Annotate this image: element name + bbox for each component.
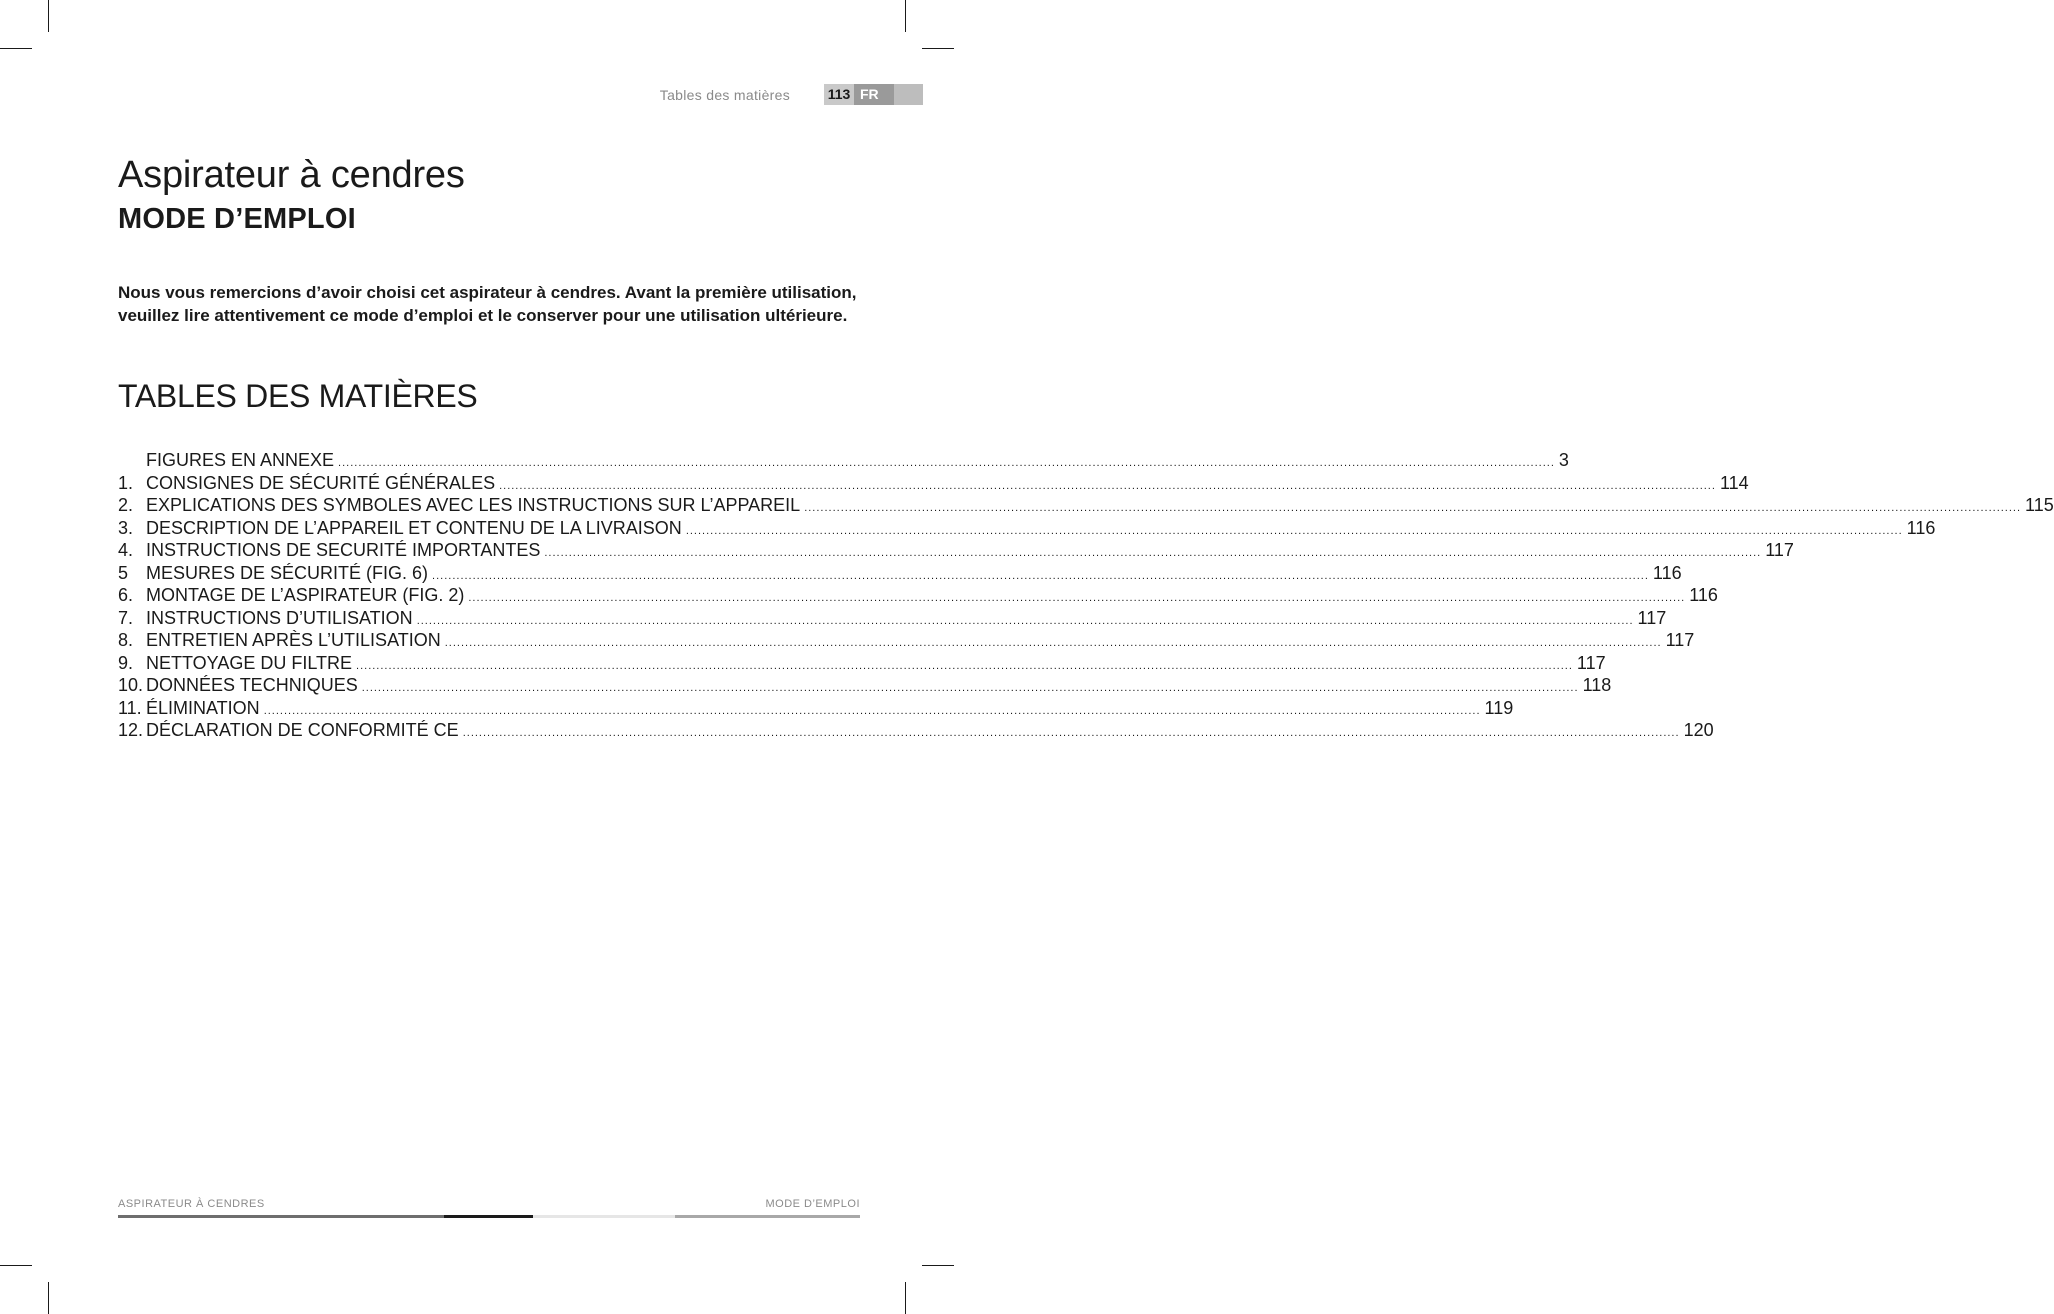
intro-paragraph: Nous vous remercions d’avoir choisi cet aspirateur à cendres. Avant la première utilisation, veuillez lire attentivement ce mode d’emploi et le conserver pour une utilisation ultérieure. [118, 283, 857, 325]
toc-entry-label: DONNÉES TECHNIQUES [146, 675, 358, 695]
document-title: Aspirateur à cendres [118, 154, 465, 196]
toc-entry-page: 116 [1652, 562, 1682, 583]
toc-leader: ............................................................................................................................................................................................................................................................................................................ [468, 592, 1686, 604]
toc-entry[interactable] [118, 675, 1612, 698]
toc-entry-page: 120 [1683, 720, 1714, 740]
toc-entry-label: MESURES DE SÉCURITÉ (FIG. 6) [146, 562, 429, 583]
toc-leader: ............................................................................................................................................................................................................................................................................................................ [499, 479, 1716, 492]
toc-entry-number: 6. [118, 585, 134, 605]
toc-entry-page: 119 [1484, 697, 1514, 718]
toc-leader: ............................................................................................................................................................................................................................................................................................................ [685, 524, 1903, 537]
toc-entry-number: 3. [118, 517, 134, 538]
toc-entry-number: 1. [118, 472, 134, 493]
toc-entry[interactable] [118, 630, 1695, 653]
footer-bar-segment [675, 1215, 860, 1218]
running-head [0, 86, 954, 106]
toc-entry-label: MONTAGE DE L’ASPIRATEUR (FIG. 2) [146, 585, 465, 605]
toc-entry[interactable] [118, 607, 1667, 631]
page-number: 113 [824, 84, 854, 105]
toc-entry-page: 117 [1665, 630, 1695, 650]
toc-leader: ............................................................................................................................................................................................................................................................................................................ [804, 502, 2022, 514]
toc-entry-number: 5 [118, 562, 129, 583]
toc-entry-number: 8. [118, 630, 134, 650]
toc-entry-page: 114 [1719, 472, 1749, 493]
toc-entry-number: 2. [118, 495, 134, 515]
page-footer [118, 1198, 860, 1212]
toc-entry-page: 115 [2025, 495, 2054, 515]
toc-heading: TABLES DES MATIÈRES [118, 378, 478, 414]
toc-leader: ............................................................................................................................................................................................................................................................................................................ [432, 569, 1649, 582]
toc-entry[interactable] [118, 472, 1749, 496]
toc-entry-label: INSTRUCTIONS DE SECURITÉ IMPORTANTES [146, 540, 541, 560]
toc-entry[interactable] [118, 652, 1606, 676]
table-of-contents [118, 450, 2054, 743]
footer-bar-segment [533, 1215, 675, 1218]
crop-mark [905, 0, 906, 32]
toc-entry-page: 3 [1558, 450, 1569, 470]
toc-entry-label: INSTRUCTIONS D’UTILISATION [146, 607, 413, 628]
toc-entry-page: 116 [1906, 517, 1936, 538]
toc-entry-label: DÉCLARATION DE CONFORMITÉ CE [146, 720, 459, 740]
toc-entry[interactable] [118, 450, 1569, 473]
crop-mark [48, 1282, 49, 1314]
toc-entry-label: DESCRIPTION DE L’APPAREIL ET CONTENU DE LA LIVRAISON [146, 517, 682, 538]
toc-entry-label: CONSIGNES DE SÉCURITÉ GÉNÉRALES [146, 472, 496, 493]
toc-leader: ............................................................................................................................................................................................................................................................................................................ [356, 659, 1573, 672]
toc-leader: ............................................................................................................................................................................................................................................................................................................ [444, 637, 1662, 649]
crop-mark [0, 1265, 32, 1266]
document-subtitle: MODE D’EMPLOI [118, 203, 356, 235]
toc-entry[interactable] [118, 720, 1714, 743]
toc-leader: ............................................................................................................................................................................................................................................................................................................ [416, 614, 1634, 627]
page-badge [824, 84, 923, 105]
toc-entry[interactable] [118, 562, 1682, 586]
crop-mark [0, 48, 32, 49]
footer-bar-segment [118, 1215, 444, 1218]
toc-leader: ............................................................................................................................................................................................................................................................................................................ [462, 727, 1680, 739]
crop-mark [48, 0, 49, 32]
toc-entry-page: 117 [1576, 652, 1606, 673]
toc-entry-number: 4. [118, 540, 134, 560]
toc-entry[interactable] [118, 697, 1514, 721]
toc-entry[interactable] [118, 517, 1936, 541]
toc-entry[interactable] [118, 585, 1718, 608]
toc-leader: ............................................................................................................................................................................................................................................................................................................ [544, 547, 1762, 559]
toc-entry-number: 9. [118, 652, 134, 673]
crop-mark [905, 1282, 906, 1314]
running-head-section: Tables des matières [659, 87, 790, 103]
toc-entry-page: 116 [1689, 585, 1718, 605]
toc-entry-number: 7. [118, 607, 134, 628]
footer-left-label: ASPIRATEUR À CENDRES [118, 1198, 265, 1210]
toc-entry-page: 117 [1765, 540, 1794, 560]
toc-entry-label: FIGURES EN ANNEXE [146, 450, 335, 470]
toc-entry-page: 118 [1582, 675, 1612, 695]
toc-entry-page: 117 [1637, 607, 1667, 628]
toc-leader: ............................................................................................................................................................................................................................................................................................................ [338, 457, 1555, 469]
toc-entry[interactable] [118, 495, 2054, 518]
toc-entry-label: ENTRETIEN APRÈS L’UTILISATION [146, 630, 441, 650]
toc-entry[interactable] [118, 540, 1794, 563]
toc-entry-label: EXPLICATIONS DES SYMBOLES AVEC LES INSTRUCTIONS SUR L’APPAREIL [146, 495, 801, 515]
crop-mark [922, 1265, 954, 1266]
toc-leader: ............................................................................................................................................................................................................................................................................................................ [263, 704, 1481, 717]
toc-leader: ............................................................................................................................................................................................................................................................................................................ [361, 682, 1579, 694]
footer-bar-segment [444, 1215, 533, 1218]
crop-mark [922, 48, 954, 49]
toc-entry-number: 12. [118, 720, 144, 740]
toc-entry-number: 11. [118, 697, 142, 718]
footer-color-bar [118, 1215, 860, 1218]
toc-entry-label: NETTOYAGE DU FILTRE [146, 652, 353, 673]
language-tag: FR [854, 84, 894, 105]
footer-right-label: MODE D’EMPLOI [765, 1198, 860, 1210]
toc-entry-number: 10. [118, 675, 144, 695]
toc-entry-label: ÉLIMINATION [146, 697, 260, 718]
